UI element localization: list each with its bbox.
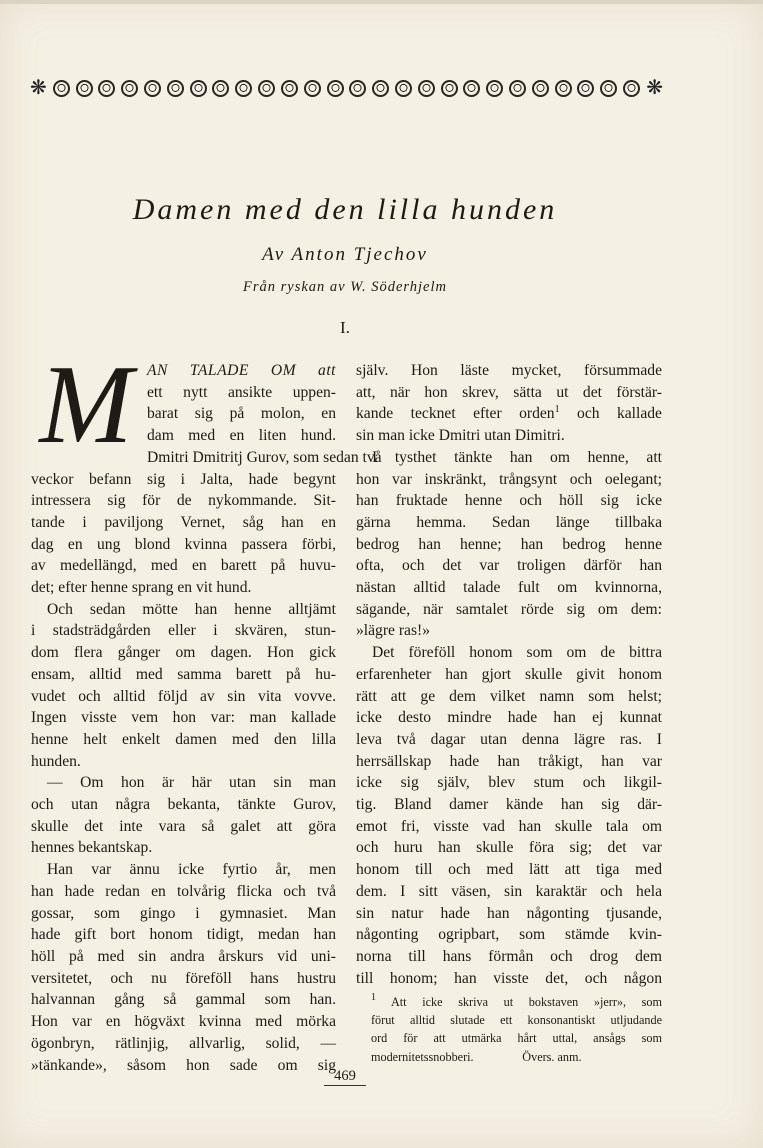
text-line: dom flera gånger om dagen. Hon gick bbox=[31, 644, 336, 662]
paragraph bbox=[356, 642, 662, 989]
chapter-number: I. bbox=[340, 318, 350, 337]
rosette-icon bbox=[235, 80, 252, 97]
rosette-icon bbox=[53, 80, 70, 97]
text-line: sin man icke Dmitri utan Dimitri. bbox=[356, 427, 565, 445]
rosette-icon bbox=[600, 80, 617, 97]
text-line: ofta, och det var troligen därför han bbox=[356, 557, 662, 575]
text-line: erfarenheter han gjort skulle givit honom bbox=[356, 665, 662, 683]
author-line: Av Anton Tjechov bbox=[262, 244, 428, 265]
text-line: veckor befann sig i Jalta, hade begynt bbox=[31, 470, 336, 488]
text-line: herrsällskap hade han tråkigt, han var bbox=[356, 752, 662, 770]
page-number: 469 bbox=[334, 1068, 356, 1084]
text-line: sin natur hade han någonting tjusande, bbox=[356, 904, 662, 922]
text-line: Det föreföll honom som om de bittra bbox=[372, 644, 662, 662]
rosette-icon bbox=[349, 80, 366, 97]
story-title: Damen med den lilla hunden bbox=[132, 193, 558, 226]
text-line: höll på med sin andra årskurs vid uni- bbox=[31, 947, 336, 965]
text-line: rätt att ge dem vilket namn som helst; bbox=[356, 687, 662, 705]
rosette-icon bbox=[281, 80, 298, 97]
text-line: själv. Hon läste mycket, försummade bbox=[356, 362, 662, 379]
paragraph bbox=[356, 360, 662, 447]
rosette-icon bbox=[121, 80, 138, 97]
text-line: av medellängd, med en barett på huvu- bbox=[31, 557, 336, 575]
ornament-left-icon: ❋ bbox=[30, 77, 47, 99]
rosette-icon bbox=[372, 80, 389, 97]
rosette-icon bbox=[418, 80, 435, 97]
text-line: »lägre ras!» bbox=[356, 622, 431, 640]
text-line: ett nytt ansikte uppen- bbox=[147, 383, 336, 401]
rosette-icon bbox=[212, 80, 229, 97]
text-line: icke desto mindre hade han ej kunnat bbox=[356, 709, 662, 727]
text-line: barat sig på molon, en bbox=[147, 405, 336, 423]
text-line: leva två dagar utan denna lägre ras. I bbox=[356, 730, 662, 748]
right-column bbox=[356, 360, 662, 989]
paragraph bbox=[31, 859, 336, 1076]
text-line: dem. I sitt väsen, sin karaktär och hela bbox=[356, 882, 662, 900]
rosette-icon bbox=[577, 80, 594, 97]
text-line: henne helt enkelt damen med den lilla bbox=[31, 730, 336, 748]
rosette-icon bbox=[486, 80, 503, 97]
text-line: emot fri, visste vad han skulle tala om bbox=[356, 817, 662, 835]
text-line: I tysthet tänkte han om henne, att bbox=[372, 448, 662, 466]
text-line: någonting ogripbart, som stämde kvin- bbox=[356, 926, 662, 944]
text-line: dam med en liten hund. bbox=[147, 427, 336, 445]
text-line: gärna hemma. Sedan länge tillbaka bbox=[356, 513, 662, 531]
text-line: tig. Bland damer kände han sig där- bbox=[356, 796, 662, 814]
paragraph bbox=[31, 772, 336, 859]
page-edge bbox=[0, 0, 763, 4]
text-line: skulle det inte vara så galet att göra bbox=[31, 817, 336, 835]
text-line: Han var ännu icke fyrtio år, men bbox=[47, 861, 336, 879]
paragraph bbox=[31, 599, 336, 773]
rosette-icon bbox=[395, 80, 412, 97]
text-line: Och sedan mötte han henne alltjämt bbox=[47, 600, 336, 618]
text-line: bedrog han henne; han bedrog henne bbox=[356, 535, 662, 553]
text-line: och utan några bekanta, tänkte Gurov, bbox=[31, 796, 336, 814]
rosette-icon bbox=[190, 80, 207, 97]
translator-line: Från ryskan av W. Söderhjelm bbox=[243, 279, 447, 295]
text-line: $^1$ Att icke skriva ut bokstaven »jerr», som bbox=[371, 992, 662, 1009]
rosette-icon bbox=[555, 80, 572, 97]
text-line: halvannan gång så gammal som han. bbox=[31, 991, 336, 1009]
rosette-icon bbox=[532, 80, 549, 97]
rosette-icon bbox=[98, 80, 115, 97]
text-line: intressera sig för de nykommande. Sit- bbox=[31, 492, 336, 510]
footnote bbox=[371, 993, 662, 1066]
rosette-icon bbox=[327, 80, 344, 97]
text-line: nästan alltid talade fult om kvinnorna, bbox=[356, 579, 662, 597]
rosette-icon bbox=[258, 80, 275, 97]
rosette-row bbox=[53, 80, 640, 97]
text-line: hunden. bbox=[31, 752, 81, 770]
text-line: kande tecknet efter orden$^1$ och kallade bbox=[356, 404, 662, 423]
text-line: versitetet, och nu föreföll hans hustru bbox=[31, 969, 336, 987]
text-line: icke sig själv, blev stum och likgil- bbox=[356, 774, 662, 792]
text-line: hon var inskränkt, trångsynt och oelegant; bbox=[356, 470, 662, 488]
right-paragraphs bbox=[356, 360, 662, 989]
rosette-icon bbox=[463, 80, 480, 97]
text-line: i stadsträdgården eller i skvären, stun- bbox=[31, 622, 336, 640]
text-line: dag en ung blond kvinna passera förbi, bbox=[31, 535, 336, 553]
text-line: ensam, alltid med samma barett på hu- bbox=[31, 665, 336, 683]
paragraph bbox=[356, 447, 662, 642]
text-line: Dmitri Dmitritj Gurov, som sedan två bbox=[147, 448, 382, 466]
text-line: norna till hans förmån och drog dem bbox=[356, 947, 662, 965]
text-line: det; efter henne sprang en vit hund. bbox=[31, 579, 252, 597]
text-line: »tänkande», såsom hon sade om sig bbox=[31, 1056, 336, 1074]
rosette-icon bbox=[167, 80, 184, 97]
rosette-icon bbox=[441, 80, 458, 97]
rosette-icon bbox=[509, 80, 526, 97]
ornament-right-icon: ❋ bbox=[646, 77, 663, 99]
text-line: han hade redan en tolvårig flicka och två bbox=[31, 882, 336, 900]
text-line: förut alltid slutade ett konsonantiskt utljudande bbox=[371, 1013, 662, 1028]
text-line: — Om hon är här utan sin man bbox=[47, 774, 336, 792]
text-line: Ingen visste vem hon var: man kallade bbox=[31, 709, 336, 727]
text-line: hade gift bort honom tidigt, medan han bbox=[31, 926, 336, 944]
text-line: att, när hon skrev, sätta ut det förstär- bbox=[356, 383, 662, 401]
text-line: och huru han skulle föra sig; det var bbox=[356, 839, 662, 857]
text-line: han fruktade henne och höll sig icke bbox=[356, 492, 662, 510]
page-number-rule bbox=[324, 1085, 366, 1086]
text-line: ögonbryn, rätlinjig, allvarlig, solid, — bbox=[31, 1034, 336, 1052]
drop-cap: M bbox=[39, 343, 133, 467]
text-line: Hon var en högväxt kvinna med mörka bbox=[31, 1013, 336, 1031]
text-line: ord för att utmärka hårt uttal, ansågs som bbox=[371, 1031, 662, 1046]
text-line: AN TALADE OM att bbox=[147, 362, 336, 379]
text-line: till honom; han visste det, och någon bbox=[356, 969, 662, 987]
text-line: vudet och alltid följd av sin vita vovve. bbox=[31, 687, 336, 705]
text-line: honom till och med lätt att tiga med bbox=[356, 861, 662, 879]
decorative-border bbox=[30, 75, 663, 101]
rosette-icon bbox=[304, 80, 321, 97]
text-line: hennes bekantskap. bbox=[31, 839, 153, 857]
rosette-icon bbox=[76, 80, 93, 97]
rosette-icon bbox=[144, 80, 161, 97]
paragraph bbox=[31, 447, 382, 599]
text-line: sägande, när samtalet rörde sig om dem: bbox=[356, 600, 662, 618]
text-line: tande i paviljong Vernet, såg han en bbox=[31, 513, 336, 531]
text-line: gossar, som gingo i gymnasiet. Man bbox=[31, 904, 336, 922]
rosette-icon bbox=[623, 80, 640, 97]
text-line: modernitetssnobberi. Övers. anm. bbox=[371, 1049, 582, 1064]
